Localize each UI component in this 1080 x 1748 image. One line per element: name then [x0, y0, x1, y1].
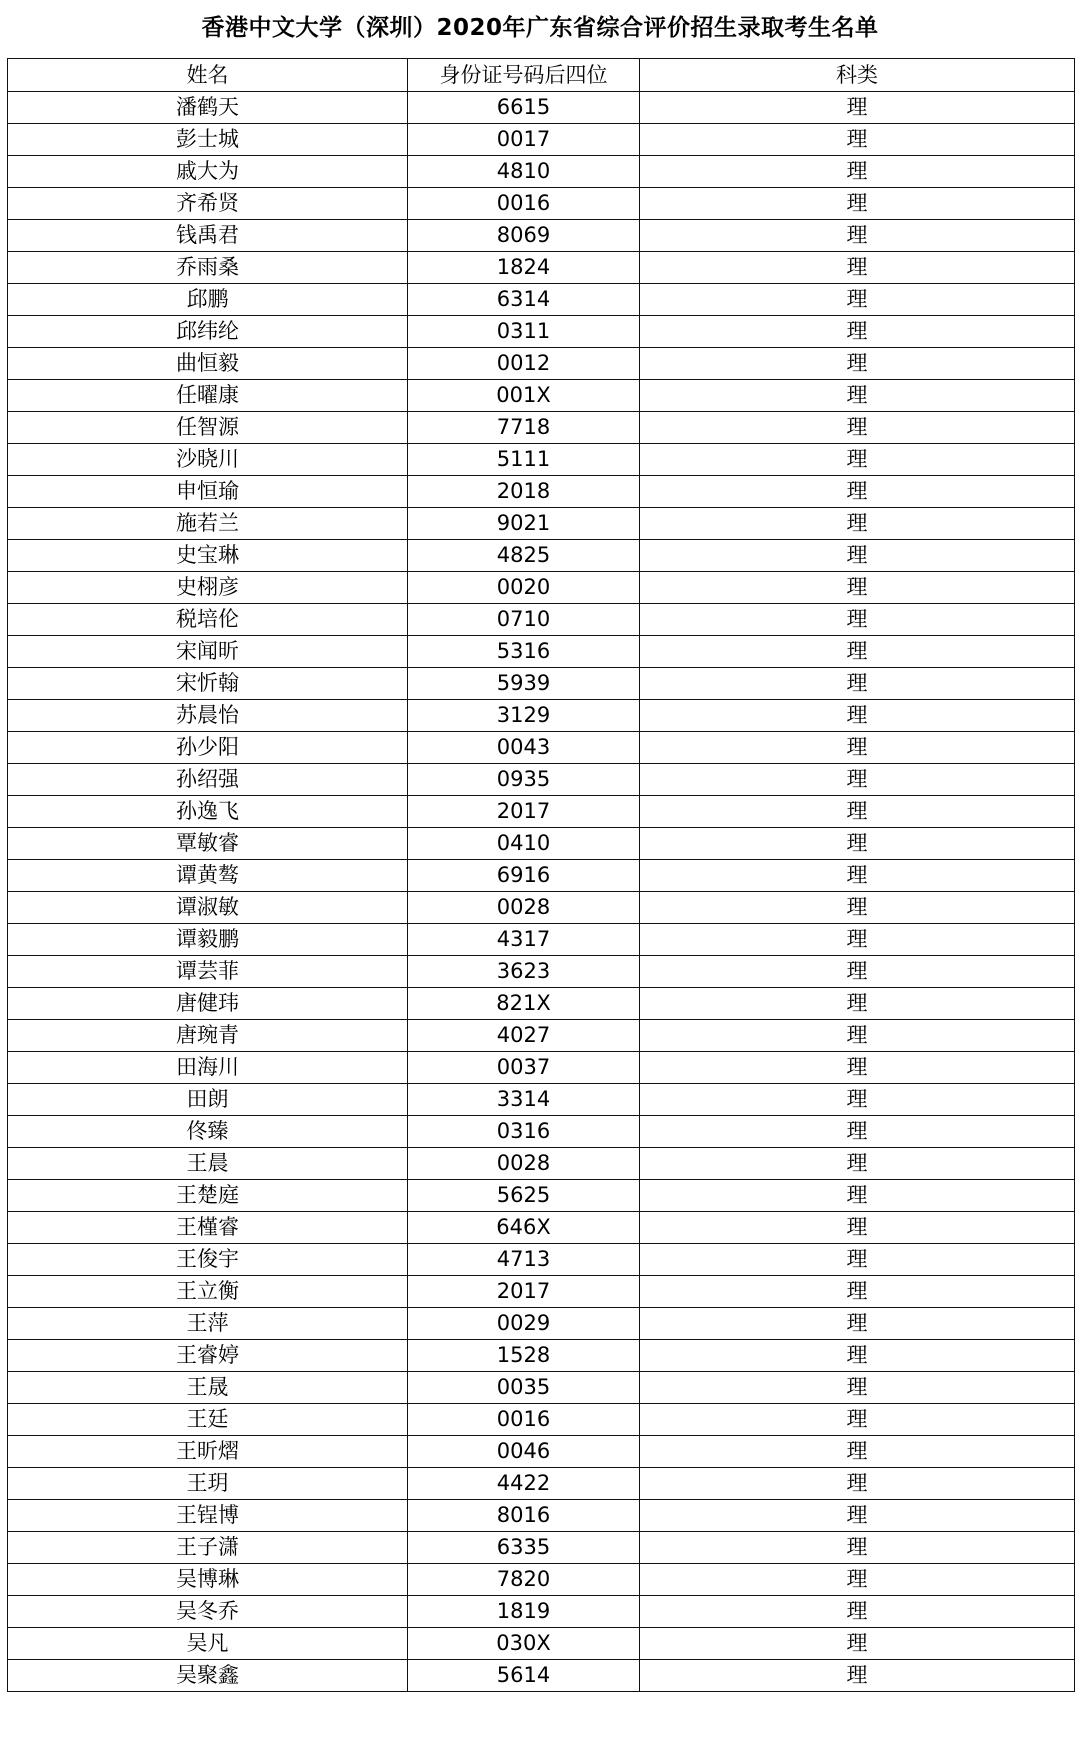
cell-id-last-four: 0311 — [408, 316, 640, 348]
cell-id-last-four: 5625 — [408, 1180, 640, 1212]
cell-category: 理 — [640, 252, 1075, 284]
document-title: 香港中文大学（深圳）2020年广东省综合评价招生录取考生名单 — [201, 15, 879, 41]
cell-category: 理 — [640, 1212, 1075, 1244]
cell-category: 理 — [640, 1564, 1075, 1596]
cell-category: 理 — [640, 476, 1075, 508]
cell-name: 王楚庭 — [8, 1180, 408, 1212]
table-row — [8, 1212, 1075, 1244]
table-row — [8, 1276, 1075, 1308]
cell-id-last-four: 0046 — [408, 1436, 640, 1468]
table-row — [8, 1052, 1075, 1084]
cell-id-last-four: 1819 — [408, 1596, 640, 1628]
cell-name: 谭黄骜 — [8, 860, 408, 892]
cell-id-last-four: 1528 — [408, 1340, 640, 1372]
table-row — [8, 1084, 1075, 1116]
cell-name: 王槿睿 — [8, 1212, 408, 1244]
cell-name: 宋闻昕 — [8, 636, 408, 668]
cell-id-last-four: 5316 — [408, 636, 640, 668]
cell-name: 覃敏睿 — [8, 828, 408, 860]
cell-category: 理 — [640, 1148, 1075, 1180]
table-row — [8, 1468, 1075, 1500]
cell-category: 理 — [640, 444, 1075, 476]
table-row — [8, 1308, 1075, 1340]
table-row — [8, 1596, 1075, 1628]
table-row — [8, 1340, 1075, 1372]
cell-id-last-four: 6314 — [408, 284, 640, 316]
header-id-last-four: 身份证号码后四位 — [408, 59, 640, 92]
cell-category: 理 — [640, 1020, 1075, 1052]
cell-category: 理 — [640, 892, 1075, 924]
cell-name: 潘鹤天 — [8, 92, 408, 124]
cell-name: 孙逸飞 — [8, 796, 408, 828]
cell-id-last-four: 7718 — [408, 412, 640, 444]
cell-category: 理 — [640, 412, 1075, 444]
cell-id-last-four: 6335 — [408, 1532, 640, 1564]
cell-category: 理 — [640, 1276, 1075, 1308]
cell-id-last-four: 8069 — [408, 220, 640, 252]
cell-name: 唐健玮 — [8, 988, 408, 1020]
table-row — [8, 1532, 1075, 1564]
cell-id-last-four: 3314 — [408, 1084, 640, 1116]
cell-category: 理 — [640, 1660, 1075, 1692]
cell-name: 施若兰 — [8, 508, 408, 540]
cell-name: 邱鹏 — [8, 284, 408, 316]
cell-category: 理 — [640, 220, 1075, 252]
table-row — [8, 1148, 1075, 1180]
cell-category: 理 — [640, 764, 1075, 796]
cell-id-last-four: 1824 — [408, 252, 640, 284]
admission-roster-table — [7, 58, 1075, 1692]
cell-id-last-four: 4825 — [408, 540, 640, 572]
cell-name: 沙晓川 — [8, 444, 408, 476]
cell-name: 田朗 — [8, 1084, 408, 1116]
cell-category: 理 — [640, 316, 1075, 348]
cell-category: 理 — [640, 508, 1075, 540]
table-row — [8, 508, 1075, 540]
cell-name: 宋忻翰 — [8, 668, 408, 700]
cell-id-last-four: 2018 — [408, 476, 640, 508]
table-row — [8, 1500, 1075, 1532]
cell-id-last-four: 0043 — [408, 732, 640, 764]
cell-category: 理 — [640, 796, 1075, 828]
cell-name: 苏晨怡 — [8, 700, 408, 732]
cell-id-last-four: 0012 — [408, 348, 640, 380]
cell-id-last-four: 0017 — [408, 124, 640, 156]
table-row — [8, 348, 1075, 380]
table-body — [8, 92, 1075, 1692]
cell-id-last-four: 4810 — [408, 156, 640, 188]
cell-id-last-four: 646X — [408, 1212, 640, 1244]
cell-name: 王子潇 — [8, 1532, 408, 1564]
cell-id-last-four: 0028 — [408, 892, 640, 924]
table-row — [8, 860, 1075, 892]
cell-id-last-four: 0316 — [408, 1116, 640, 1148]
cell-category: 理 — [640, 540, 1075, 572]
cell-id-last-four: 0029 — [408, 1308, 640, 1340]
cell-id-last-four: 0035 — [408, 1372, 640, 1404]
table-row — [8, 1564, 1075, 1596]
table-row — [8, 1180, 1075, 1212]
cell-id-last-four: 8016 — [408, 1500, 640, 1532]
cell-id-last-four: 2017 — [408, 1276, 640, 1308]
table-row — [8, 156, 1075, 188]
cell-name: 王睿婷 — [8, 1340, 408, 1372]
cell-name: 谭淑敏 — [8, 892, 408, 924]
cell-category: 理 — [640, 604, 1075, 636]
cell-id-last-four: 0935 — [408, 764, 640, 796]
cell-name: 田海川 — [8, 1052, 408, 1084]
cell-name: 乔雨桑 — [8, 252, 408, 284]
cell-category: 理 — [640, 1468, 1075, 1500]
cell-id-last-four: 4713 — [408, 1244, 640, 1276]
header-name: 姓名 — [8, 59, 408, 92]
cell-id-last-four: 0037 — [408, 1052, 640, 1084]
table-row — [8, 252, 1075, 284]
cell-id-last-four: 0710 — [408, 604, 640, 636]
cell-name: 王萍 — [8, 1308, 408, 1340]
cell-category: 理 — [640, 284, 1075, 316]
cell-id-last-four: 7820 — [408, 1564, 640, 1596]
cell-category: 理 — [640, 732, 1075, 764]
cell-id-last-four: 4317 — [408, 924, 640, 956]
cell-id-last-four: 0028 — [408, 1148, 640, 1180]
cell-category: 理 — [640, 1116, 1075, 1148]
cell-category: 理 — [640, 924, 1075, 956]
cell-category: 理 — [640, 828, 1075, 860]
cell-category: 理 — [640, 92, 1075, 124]
table-row — [8, 1020, 1075, 1052]
cell-category: 理 — [640, 1436, 1075, 1468]
cell-id-last-four: 4027 — [408, 1020, 640, 1052]
cell-category: 理 — [640, 380, 1075, 412]
cell-name: 王廷 — [8, 1404, 408, 1436]
table-row — [8, 220, 1075, 252]
cell-id-last-four: 4422 — [408, 1468, 640, 1500]
cell-id-last-four: 9021 — [408, 508, 640, 540]
cell-category: 理 — [640, 1596, 1075, 1628]
cell-category: 理 — [640, 1084, 1075, 1116]
cell-name: 史栩彦 — [8, 572, 408, 604]
cell-id-last-four: 001X — [408, 380, 640, 412]
cell-category: 理 — [640, 1372, 1075, 1404]
table-row — [8, 284, 1075, 316]
cell-name: 王昕熠 — [8, 1436, 408, 1468]
cell-name: 申恒瑜 — [8, 476, 408, 508]
table-row — [8, 1436, 1075, 1468]
cell-category: 理 — [640, 956, 1075, 988]
cell-name: 曲恒毅 — [8, 348, 408, 380]
table-row — [8, 316, 1075, 348]
cell-category: 理 — [640, 1532, 1075, 1564]
cell-name: 戚大为 — [8, 156, 408, 188]
table-row — [8, 700, 1075, 732]
table-header — [8, 59, 1075, 92]
table-row — [8, 668, 1075, 700]
cell-id-last-four: 0410 — [408, 828, 640, 860]
table-row — [8, 764, 1075, 796]
cell-category: 理 — [640, 860, 1075, 892]
cell-name: 王晨 — [8, 1148, 408, 1180]
table-row — [8, 380, 1075, 412]
table-row — [8, 636, 1075, 668]
cell-name: 任曜康 — [8, 380, 408, 412]
cell-name: 孙少阳 — [8, 732, 408, 764]
cell-name: 王俊宇 — [8, 1244, 408, 1276]
table-row — [8, 604, 1075, 636]
cell-name: 谭毅鹏 — [8, 924, 408, 956]
cell-name: 税培伦 — [8, 604, 408, 636]
cell-category: 理 — [640, 1404, 1075, 1436]
cell-name: 任智源 — [8, 412, 408, 444]
cell-id-last-four: 5614 — [408, 1660, 640, 1692]
cell-category: 理 — [640, 1052, 1075, 1084]
cell-name: 史宝琳 — [8, 540, 408, 572]
cell-category: 理 — [640, 1308, 1075, 1340]
cell-category: 理 — [640, 1180, 1075, 1212]
header-category: 科类 — [640, 59, 1075, 92]
table-row — [8, 732, 1075, 764]
cell-name: 佟臻 — [8, 1116, 408, 1148]
cell-id-last-four: 5111 — [408, 444, 640, 476]
cell-category: 理 — [640, 1340, 1075, 1372]
table-row — [8, 92, 1075, 124]
cell-id-last-four: 0016 — [408, 1404, 640, 1436]
table-row — [8, 124, 1075, 156]
table-row — [8, 1404, 1075, 1436]
cell-category: 理 — [640, 348, 1075, 380]
table-row — [8, 188, 1075, 220]
cell-name: 王晟 — [8, 1372, 408, 1404]
cell-name: 王立衡 — [8, 1276, 408, 1308]
cell-id-last-four: 3129 — [408, 700, 640, 732]
cell-id-last-four: 3623 — [408, 956, 640, 988]
cell-name: 谭芸菲 — [8, 956, 408, 988]
table-row — [8, 924, 1075, 956]
cell-name: 吴冬乔 — [8, 1596, 408, 1628]
table-row — [8, 1660, 1075, 1692]
table-row — [8, 956, 1075, 988]
table-row — [8, 1628, 1075, 1660]
table-row — [8, 1116, 1075, 1148]
table-row — [8, 892, 1075, 924]
table-row — [8, 412, 1075, 444]
cell-id-last-four: 0016 — [408, 188, 640, 220]
cell-id-last-four: 0020 — [408, 572, 640, 604]
table-row — [8, 796, 1075, 828]
cell-id-last-four: 2017 — [408, 796, 640, 828]
cell-category: 理 — [640, 572, 1075, 604]
cell-category: 理 — [640, 668, 1075, 700]
cell-name: 彭士城 — [8, 124, 408, 156]
table-row — [8, 540, 1075, 572]
table-row — [8, 1244, 1075, 1276]
cell-category: 理 — [640, 188, 1075, 220]
cell-name: 齐希贤 — [8, 188, 408, 220]
cell-id-last-four: 6615 — [408, 92, 640, 124]
cell-category: 理 — [640, 1628, 1075, 1660]
cell-name: 吴博琳 — [8, 1564, 408, 1596]
header-row — [8, 59, 1075, 92]
table-row — [8, 828, 1075, 860]
cell-name: 吴凡 — [8, 1628, 408, 1660]
cell-category: 理 — [640, 700, 1075, 732]
table-row — [8, 572, 1075, 604]
cell-name: 吴聚鑫 — [8, 1660, 408, 1692]
cell-name: 王锃博 — [8, 1500, 408, 1532]
cell-name: 钱禹君 — [8, 220, 408, 252]
table-row — [8, 1372, 1075, 1404]
cell-category: 理 — [640, 636, 1075, 668]
cell-category: 理 — [640, 124, 1075, 156]
cell-name: 邱纬纶 — [8, 316, 408, 348]
cell-category: 理 — [640, 988, 1075, 1020]
cell-category: 理 — [640, 156, 1075, 188]
cell-id-last-four: 821X — [408, 988, 640, 1020]
table-row — [8, 476, 1075, 508]
cell-category: 理 — [640, 1500, 1075, 1532]
table-row — [8, 444, 1075, 476]
cell-category: 理 — [640, 1244, 1075, 1276]
cell-name: 王玥 — [8, 1468, 408, 1500]
cell-id-last-four: 6916 — [408, 860, 640, 892]
cell-name: 唐琬青 — [8, 1020, 408, 1052]
cell-id-last-four: 030X — [408, 1628, 640, 1660]
cell-name: 孙绍强 — [8, 764, 408, 796]
cell-id-last-four: 5939 — [408, 668, 640, 700]
table-row — [8, 988, 1075, 1020]
